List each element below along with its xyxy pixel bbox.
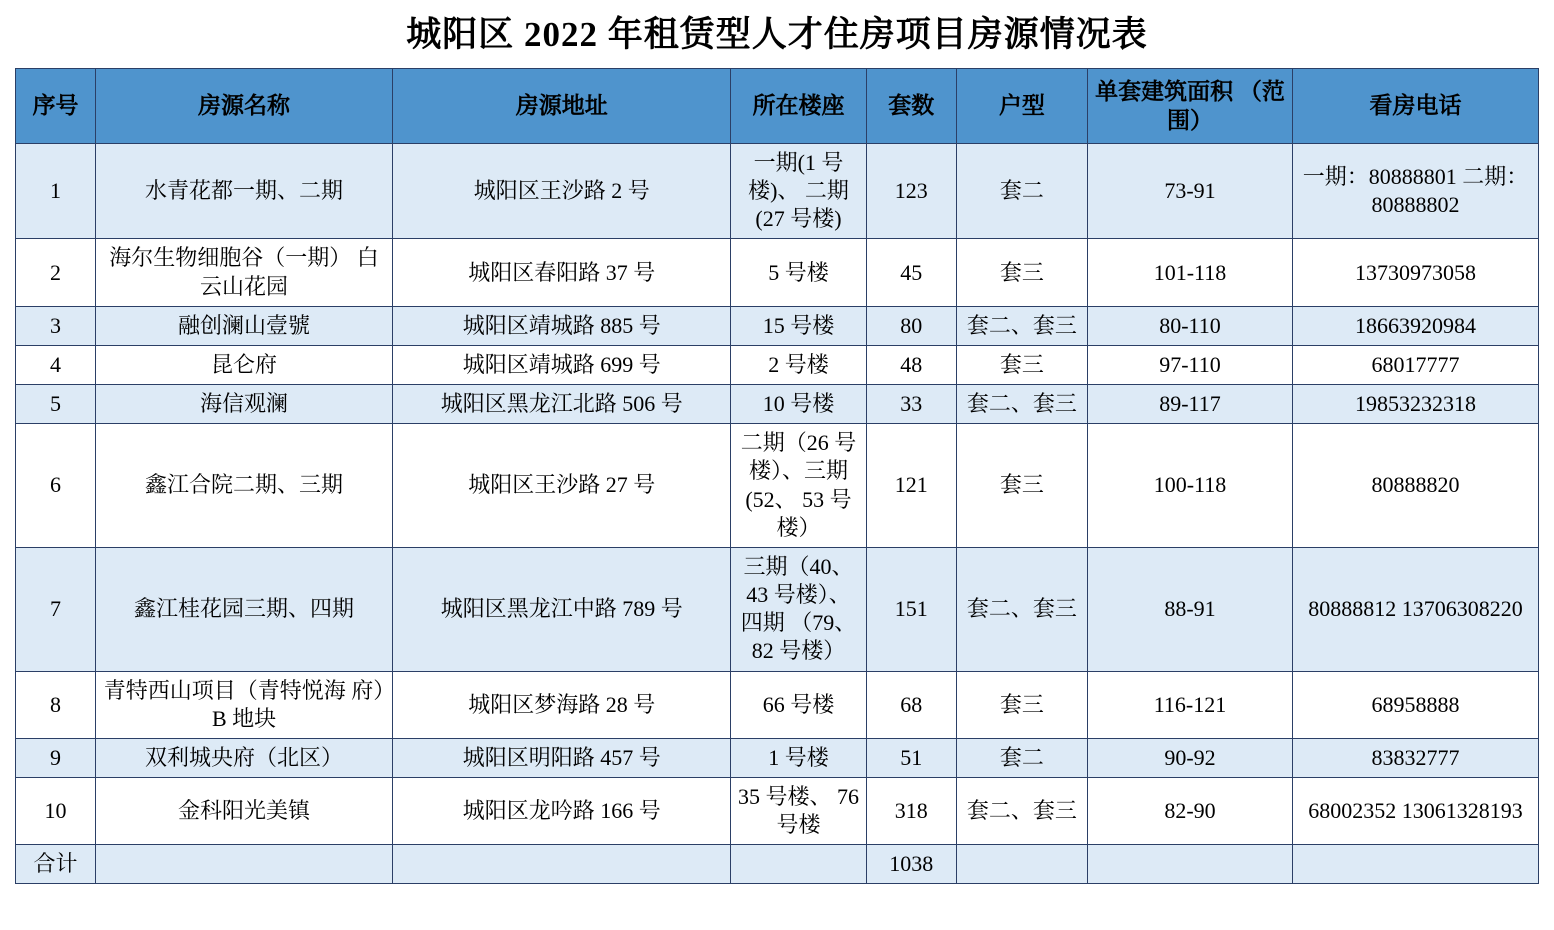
cell-index: 8 [16, 671, 96, 738]
cell-address: 城阳区明阳路 457 号 [393, 738, 731, 777]
cell-phone-line: 13061328193 [1401, 798, 1523, 824]
cell-phone [1292, 777, 1538, 844]
table-row [16, 671, 1539, 738]
cell-area: 82-90 [1088, 777, 1293, 844]
cell-building: 1 号楼 [731, 738, 866, 777]
cell-address: 城阳区梦海路 28 号 [393, 671, 731, 738]
cell-index: 7 [16, 547, 96, 671]
cell-building-line: 一期(1 号楼)、 [748, 150, 844, 204]
cell-area: 88-91 [1088, 547, 1293, 671]
column-header-building: 所在楼座 [731, 69, 866, 144]
cell-phone-line: 一期：80888801 [1302, 164, 1457, 190]
cell-area: 89-117 [1088, 385, 1293, 424]
cell-name-line: 白云山花园 [200, 245, 379, 299]
cell-building-line: 号楼）、四期 [740, 582, 851, 636]
cell-name: 海信观澜 [95, 385, 392, 424]
cell-unit-type: 套二 [956, 738, 1087, 777]
cell-area: 80-110 [1088, 306, 1293, 345]
cell-unit-type: 套二、套三 [956, 547, 1087, 671]
cell-phone: 68017777 [1292, 345, 1538, 384]
cell-total-address [393, 845, 731, 884]
cell-name [95, 239, 392, 306]
column-header-area [1088, 69, 1293, 144]
cell-phone-line: 68002352 [1308, 798, 1397, 824]
cell-index: 3 [16, 306, 96, 345]
cell-address: 城阳区王沙路 2 号 [393, 144, 731, 239]
cell-building: 5 号楼 [731, 239, 866, 306]
table-row [16, 385, 1539, 424]
cell-total-area [1088, 845, 1293, 884]
cell-building [731, 144, 866, 239]
cell-phone: 83832777 [1292, 738, 1538, 777]
table-row [16, 738, 1539, 777]
cell-building-line: （79、82 号楼） [751, 610, 857, 664]
column-header-unit-type: 户型 [956, 69, 1087, 144]
table-row [16, 547, 1539, 671]
cell-index: 9 [16, 738, 96, 777]
cell-sets: 45 [866, 239, 956, 306]
column-header-sets: 套数 [866, 69, 956, 144]
cell-name-line: 府）B 地块 [211, 677, 385, 731]
cell-name: 鑫江合院二期、三期 [95, 424, 392, 548]
cell-unit-type: 套三 [956, 671, 1087, 738]
cell-building: 2 号楼 [731, 345, 866, 384]
cell-unit-type: 套二、套三 [956, 306, 1087, 345]
cell-building: 10 号楼 [731, 385, 866, 424]
cell-name: 鑫江桂花园三期、四期 [95, 547, 392, 671]
cell-address: 城阳区春阳路 37 号 [393, 239, 731, 306]
cell-index: 10 [16, 777, 96, 844]
cell-unit-type: 套二、套三 [956, 385, 1087, 424]
cell-sets: 151 [866, 547, 956, 671]
cell-unit-type: 套三 [956, 239, 1087, 306]
cell-unit-type: 套三 [956, 424, 1087, 548]
page-title: 城阳区 2022 年租赁型人才住房项目房源情况表 [406, 15, 1148, 54]
cell-phone: 13730973058 [1292, 239, 1538, 306]
cell-phone: 18663920984 [1292, 306, 1538, 345]
cell-address: 城阳区王沙路 27 号 [393, 424, 731, 548]
cell-phone: 80888820 [1292, 424, 1538, 548]
cell-address: 城阳区黑龙江中路 789 号 [393, 547, 731, 671]
table-row [16, 424, 1539, 548]
cell-building [731, 777, 866, 844]
cell-phone [1292, 144, 1538, 239]
table-row [16, 345, 1539, 384]
column-header-area-line1: 单套建筑面积 [1095, 78, 1234, 104]
cell-total-unit-type [956, 845, 1087, 884]
column-header-area-line2: （范围） [1166, 78, 1285, 133]
cell-unit-type: 套二、套三 [956, 777, 1087, 844]
cell-building-line: 35 号楼、 [737, 783, 832, 809]
cell-sets: 48 [866, 345, 956, 384]
cell-building: 15 号楼 [731, 306, 866, 345]
cell-index: 2 [16, 239, 96, 306]
cell-building-line: 76 号楼 [776, 783, 859, 838]
cell-sets: 123 [866, 144, 956, 239]
cell-name: 昆仑府 [95, 345, 392, 384]
cell-index: 1 [16, 144, 96, 239]
table-row [16, 777, 1539, 844]
cell-total-building [731, 845, 866, 884]
cell-building-line: 二期（26 号 [740, 430, 857, 456]
cell-name-line: 青特西山项目（青特悦海 [103, 677, 346, 703]
table-total-row [16, 845, 1539, 884]
table-header-row [16, 69, 1539, 144]
cell-name: 融创澜山壹號 [95, 306, 392, 345]
cell-name-line: 海尔生物细胞谷（一期） [109, 245, 352, 271]
cell-sets: 33 [866, 385, 956, 424]
cell-sets: 121 [866, 424, 956, 548]
cell-phone: 68958888 [1292, 671, 1538, 738]
cell-sets: 80 [866, 306, 956, 345]
cell-building [731, 547, 866, 671]
table-row [16, 239, 1539, 306]
cell-unit-type: 套二 [956, 144, 1087, 239]
cell-area: 97-110 [1088, 345, 1293, 384]
cell-area: 116-121 [1088, 671, 1293, 738]
cell-index: 5 [16, 385, 96, 424]
cell-index: 6 [16, 424, 96, 548]
cell-area: 90-92 [1088, 738, 1293, 777]
cell-total-name [95, 845, 392, 884]
cell-area: 73-91 [1088, 144, 1293, 239]
column-header-address: 房源地址 [393, 69, 731, 144]
column-header-index: 序号 [16, 69, 96, 144]
cell-address: 城阳区龙吟路 166 号 [393, 777, 731, 844]
cell-building-line: 楼）、三期(52、 [745, 458, 848, 512]
cell-building-line: 三期（40、43 [743, 553, 854, 608]
cell-index: 4 [16, 345, 96, 384]
cell-address: 城阳区黑龙江北路 506 号 [393, 385, 731, 424]
cell-name: 双利城央府（北区） [95, 738, 392, 777]
cell-building-line: 二期(27 号楼) [755, 178, 849, 232]
cell-sets: 51 [866, 738, 956, 777]
cell-building-line: 53 号楼） [776, 486, 852, 540]
column-header-name: 房源名称 [95, 69, 392, 144]
cell-phone-line: 13706308220 [1401, 596, 1523, 622]
cell-address: 城阳区靖城路 699 号 [393, 345, 731, 384]
table-row [16, 144, 1539, 239]
table-row [16, 306, 1539, 345]
cell-phone [1292, 547, 1538, 671]
cell-area: 100-118 [1088, 424, 1293, 548]
cell-total-phone [1292, 845, 1538, 884]
column-header-phone: 看房电话 [1292, 69, 1538, 144]
cell-area: 101-118 [1088, 239, 1293, 306]
cell-sets: 68 [866, 671, 956, 738]
cell-phone-line: 二期：80888802 [1371, 164, 1529, 218]
cell-unit-type: 套三 [956, 345, 1087, 384]
cell-total-label: 合计 [16, 845, 96, 884]
cell-name [95, 671, 392, 738]
cell-name: 水青花都一期、二期 [95, 144, 392, 239]
cell-total-sets: 1038 [866, 845, 956, 884]
cell-sets: 318 [866, 777, 956, 844]
cell-phone: 19853232318 [1292, 385, 1538, 424]
cell-name: 金科阳光美镇 [95, 777, 392, 844]
housing-projects-table [15, 68, 1539, 884]
cell-building: 66 号楼 [731, 671, 866, 738]
cell-address: 城阳区靖城路 885 号 [393, 306, 731, 345]
cell-building [731, 424, 866, 548]
cell-phone-line: 80888812 [1308, 596, 1397, 622]
